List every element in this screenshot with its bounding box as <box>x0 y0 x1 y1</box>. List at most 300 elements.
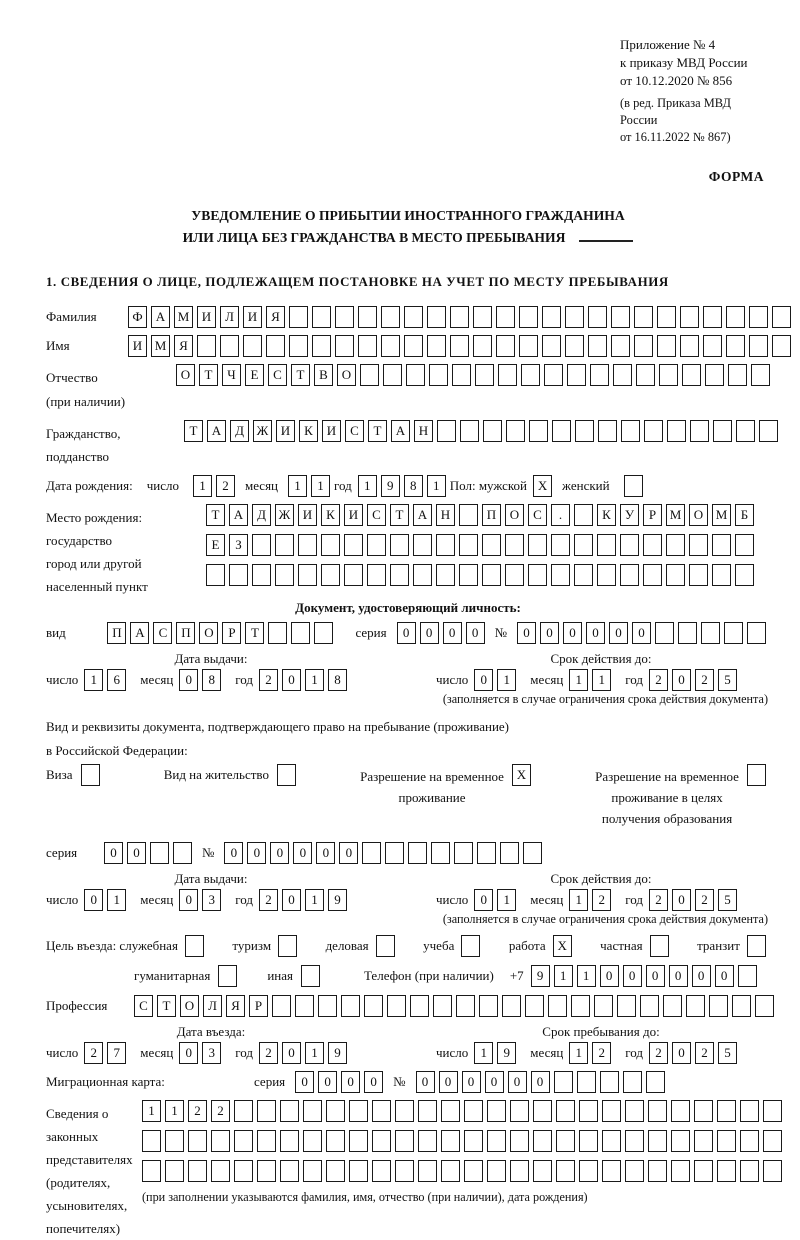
cell[interactable]: У <box>620 504 639 526</box>
cell[interactable] <box>735 564 754 586</box>
cell[interactable]: А <box>229 504 248 526</box>
cell[interactable] <box>623 1071 642 1093</box>
cell[interactable]: Ч <box>222 364 241 386</box>
cell[interactable] <box>740 1130 759 1152</box>
cell[interactable]: Р <box>249 995 268 1017</box>
cell[interactable]: В <box>314 364 333 386</box>
cell[interactable] <box>763 1160 782 1182</box>
cell[interactable] <box>266 335 285 357</box>
cell[interactable]: Н <box>436 504 455 526</box>
cell[interactable] <box>694 1100 713 1122</box>
cell[interactable] <box>387 995 406 1017</box>
cell[interactable]: 0 <box>600 965 619 987</box>
cell[interactable]: 0 <box>127 842 146 864</box>
cell[interactable] <box>646 1071 665 1093</box>
cell[interactable] <box>717 1100 736 1122</box>
cell[interactable] <box>634 306 653 328</box>
cell[interactable]: 1 <box>577 965 596 987</box>
cell[interactable]: 0 <box>474 889 493 911</box>
cell[interactable]: 0 <box>646 965 665 987</box>
cell[interactable] <box>473 306 492 328</box>
cell[interactable] <box>413 564 432 586</box>
cell[interactable] <box>372 1130 391 1152</box>
cell[interactable]: С <box>134 995 153 1017</box>
cell[interactable] <box>150 842 169 864</box>
cell[interactable] <box>772 306 791 328</box>
cell[interactable] <box>749 335 768 357</box>
cell[interactable]: Т <box>245 622 264 644</box>
cell[interactable]: 0 <box>339 842 358 864</box>
cell[interactable] <box>579 1160 598 1182</box>
cell[interactable] <box>625 1100 644 1122</box>
cell[interactable] <box>579 1100 598 1122</box>
cell[interactable] <box>367 564 386 586</box>
cell[interactable]: . <box>551 504 570 526</box>
cell[interactable] <box>275 564 294 586</box>
cell[interactable]: О <box>505 504 524 526</box>
cell[interactable] <box>643 534 662 556</box>
cell[interactable] <box>277 764 296 786</box>
cell[interactable] <box>510 1100 529 1122</box>
cell[interactable] <box>667 420 686 442</box>
cell[interactable] <box>211 1160 230 1182</box>
cell[interactable] <box>344 564 363 586</box>
cell[interactable]: 0 <box>364 1071 383 1093</box>
cell[interactable] <box>483 420 502 442</box>
cell[interactable]: Р <box>222 622 241 644</box>
cell[interactable]: 8 <box>404 475 423 497</box>
cell[interactable]: 0 <box>715 965 734 987</box>
cell[interactable] <box>437 420 456 442</box>
cell[interactable] <box>433 995 452 1017</box>
cell[interactable] <box>81 764 100 786</box>
cell[interactable] <box>487 1160 506 1182</box>
cell[interactable] <box>519 335 538 357</box>
cell[interactable]: 5 <box>718 1042 737 1064</box>
cell[interactable]: 1 <box>569 669 588 691</box>
cell[interactable]: 5 <box>718 889 737 911</box>
cell[interactable]: 0 <box>517 622 536 644</box>
cell[interactable] <box>142 1160 161 1182</box>
cell[interactable] <box>234 1100 253 1122</box>
cell[interactable] <box>551 564 570 586</box>
cell[interactable] <box>496 335 515 357</box>
cell[interactable]: 1 <box>107 889 126 911</box>
cell[interactable] <box>686 995 705 1017</box>
cell[interactable] <box>650 935 669 957</box>
cell[interactable] <box>751 364 770 386</box>
cell[interactable]: 1 <box>288 475 307 497</box>
cell[interactable] <box>454 842 473 864</box>
cell[interactable]: 2 <box>649 669 668 691</box>
cell[interactable] <box>544 364 563 386</box>
cell[interactable] <box>724 622 743 644</box>
cell[interactable] <box>461 935 480 957</box>
cell[interactable] <box>528 534 547 556</box>
cell[interactable] <box>349 1130 368 1152</box>
cell[interactable] <box>326 1160 345 1182</box>
cell[interactable] <box>648 1130 667 1152</box>
cell[interactable] <box>349 1100 368 1122</box>
cell[interactable] <box>703 306 722 328</box>
cell[interactable] <box>611 306 630 328</box>
cell[interactable]: 1 <box>193 475 212 497</box>
cell[interactable] <box>747 935 766 957</box>
cell[interactable] <box>763 1100 782 1122</box>
cell[interactable]: 1 <box>358 475 377 497</box>
cell[interactable] <box>703 335 722 357</box>
cell[interactable] <box>418 1130 437 1152</box>
cell[interactable] <box>671 1100 690 1122</box>
cell[interactable] <box>441 1160 460 1182</box>
cell[interactable]: К <box>597 504 616 526</box>
cell[interactable] <box>602 1160 621 1182</box>
cell[interactable] <box>220 335 239 357</box>
cell[interactable] <box>671 1130 690 1152</box>
cell[interactable] <box>410 995 429 1017</box>
cell[interactable] <box>188 1130 207 1152</box>
cell[interactable] <box>344 534 363 556</box>
cell[interactable]: Т <box>206 504 225 526</box>
cell[interactable] <box>666 534 685 556</box>
cell[interactable]: А <box>151 306 170 328</box>
cell[interactable] <box>747 764 766 786</box>
cell[interactable] <box>295 995 314 1017</box>
cell[interactable] <box>364 995 383 1017</box>
cell[interactable] <box>165 1160 184 1182</box>
cell[interactable]: П <box>176 622 195 644</box>
cell[interactable] <box>740 1160 759 1182</box>
cell[interactable] <box>211 1130 230 1152</box>
cell[interactable] <box>358 335 377 357</box>
cell[interactable]: 0 <box>609 622 628 644</box>
cell[interactable]: Д <box>252 504 271 526</box>
cell[interactable] <box>206 564 225 586</box>
cell[interactable] <box>280 1160 299 1182</box>
cell[interactable] <box>602 1130 621 1152</box>
cell[interactable] <box>613 364 632 386</box>
cell[interactable]: 0 <box>318 1071 337 1093</box>
cell[interactable] <box>464 1130 483 1152</box>
cell[interactable]: 0 <box>672 889 691 911</box>
cell[interactable]: 3 <box>202 1042 221 1064</box>
cell[interactable]: Т <box>184 420 203 442</box>
cell[interactable] <box>477 842 496 864</box>
cell[interactable] <box>321 564 340 586</box>
cell[interactable] <box>372 1160 391 1182</box>
cell[interactable] <box>436 534 455 556</box>
cell[interactable]: 9 <box>328 1042 347 1064</box>
cell[interactable]: 1 <box>165 1100 184 1122</box>
cell[interactable]: Т <box>199 364 218 386</box>
cell[interactable]: 2 <box>259 889 278 911</box>
cell[interactable] <box>459 504 478 526</box>
cell[interactable]: О <box>176 364 195 386</box>
cell[interactable]: О <box>199 622 218 644</box>
cell[interactable] <box>349 1160 368 1182</box>
cell[interactable]: А <box>413 504 432 526</box>
cell[interactable] <box>459 564 478 586</box>
cell[interactable]: 1 <box>592 669 611 691</box>
cell[interactable] <box>620 534 639 556</box>
cell[interactable]: 2 <box>649 1042 668 1064</box>
cell[interactable]: 2 <box>592 889 611 911</box>
cell[interactable]: 2 <box>695 1042 714 1064</box>
cell[interactable] <box>717 1130 736 1152</box>
cell[interactable] <box>441 1100 460 1122</box>
cell[interactable] <box>712 534 731 556</box>
cell[interactable]: X <box>533 475 552 497</box>
cell[interactable] <box>680 306 699 328</box>
cell[interactable] <box>529 420 548 442</box>
cell[interactable]: 9 <box>531 965 550 987</box>
cell[interactable] <box>252 534 271 556</box>
cell[interactable] <box>712 564 731 586</box>
cell[interactable] <box>280 1130 299 1152</box>
cell[interactable] <box>303 1130 322 1152</box>
cell[interactable] <box>689 564 708 586</box>
cell[interactable] <box>289 335 308 357</box>
cell[interactable] <box>341 995 360 1017</box>
cell[interactable] <box>498 364 517 386</box>
cell[interactable] <box>326 1130 345 1152</box>
cell[interactable] <box>404 335 423 357</box>
cell[interactable] <box>165 1130 184 1152</box>
cell[interactable]: Р <box>643 504 662 526</box>
cell[interactable]: 1 <box>569 889 588 911</box>
cell[interactable]: О <box>180 995 199 1017</box>
cell[interactable] <box>243 335 262 357</box>
cell[interactable] <box>554 1071 573 1093</box>
cell[interactable]: И <box>344 504 363 526</box>
cell[interactable] <box>321 534 340 556</box>
cell[interactable] <box>473 335 492 357</box>
cell[interactable]: 0 <box>84 889 103 911</box>
cell[interactable] <box>252 564 271 586</box>
cell[interactable] <box>280 1100 299 1122</box>
cell[interactable] <box>671 1160 690 1182</box>
cell[interactable] <box>713 420 732 442</box>
cell[interactable] <box>298 564 317 586</box>
cell[interactable] <box>482 534 501 556</box>
cell[interactable] <box>188 1160 207 1182</box>
cell[interactable]: А <box>207 420 226 442</box>
cell[interactable] <box>314 622 333 644</box>
cell[interactable] <box>577 1071 596 1093</box>
cell[interactable]: 0 <box>531 1071 550 1093</box>
cell[interactable]: 0 <box>623 965 642 987</box>
cell[interactable] <box>385 842 404 864</box>
cell[interactable] <box>456 995 475 1017</box>
cell[interactable]: М <box>174 306 193 328</box>
cell[interactable]: И <box>243 306 262 328</box>
cell[interactable] <box>450 306 469 328</box>
cell[interactable]: И <box>276 420 295 442</box>
cell[interactable]: 6 <box>107 669 126 691</box>
cell[interactable]: 2 <box>84 1042 103 1064</box>
cell[interactable]: 0 <box>282 1042 301 1064</box>
cell[interactable] <box>450 335 469 357</box>
cell[interactable]: М <box>151 335 170 357</box>
cell[interactable]: Д <box>230 420 249 442</box>
cell[interactable] <box>413 534 432 556</box>
cell[interactable]: 9 <box>497 1042 516 1064</box>
cell[interactable] <box>173 842 192 864</box>
cell[interactable]: С <box>153 622 172 644</box>
cell[interactable] <box>303 1100 322 1122</box>
cell[interactable] <box>506 420 525 442</box>
cell[interactable] <box>395 1130 414 1152</box>
cell[interactable] <box>643 564 662 586</box>
cell[interactable]: 9 <box>328 889 347 911</box>
cell[interactable] <box>548 995 567 1017</box>
cell[interactable] <box>621 420 640 442</box>
cell[interactable] <box>694 1130 713 1152</box>
cell[interactable] <box>625 1130 644 1152</box>
cell[interactable]: 0 <box>224 842 243 864</box>
cell[interactable]: С <box>268 364 287 386</box>
cell[interactable] <box>735 534 754 556</box>
cell[interactable] <box>303 1160 322 1182</box>
cell[interactable] <box>272 995 291 1017</box>
cell[interactable] <box>521 364 540 386</box>
cell[interactable] <box>594 995 613 1017</box>
cell[interactable] <box>381 306 400 328</box>
cell[interactable]: 0 <box>669 965 688 987</box>
cell[interactable]: С <box>528 504 547 526</box>
cell[interactable] <box>404 306 423 328</box>
cell[interactable]: А <box>391 420 410 442</box>
cell[interactable] <box>689 534 708 556</box>
cell[interactable]: 0 <box>104 842 123 864</box>
cell[interactable]: 1 <box>569 1042 588 1064</box>
cell[interactable]: Е <box>245 364 264 386</box>
cell[interactable]: 2 <box>695 889 714 911</box>
cell[interactable] <box>312 335 331 357</box>
cell[interactable] <box>736 420 755 442</box>
cell[interactable] <box>611 335 630 357</box>
cell[interactable]: М <box>712 504 731 526</box>
cell[interactable]: А <box>130 622 149 644</box>
cell[interactable] <box>496 306 515 328</box>
cell[interactable] <box>505 534 524 556</box>
cell[interactable] <box>519 306 538 328</box>
cell[interactable] <box>726 306 745 328</box>
cell[interactable] <box>574 504 593 526</box>
cell[interactable] <box>427 306 446 328</box>
cell[interactable] <box>763 1130 782 1152</box>
cell[interactable] <box>312 306 331 328</box>
cell[interactable] <box>436 564 455 586</box>
cell[interactable]: 9 <box>381 475 400 497</box>
cell[interactable]: 0 <box>443 622 462 644</box>
cell[interactable] <box>275 534 294 556</box>
cell[interactable] <box>441 1130 460 1152</box>
cell[interactable]: 0 <box>466 622 485 644</box>
cell[interactable]: З <box>229 534 248 556</box>
cell[interactable] <box>701 622 720 644</box>
cell[interactable] <box>556 1130 575 1152</box>
cell[interactable] <box>565 306 584 328</box>
cell[interactable]: 1 <box>84 669 103 691</box>
cell[interactable]: С <box>367 504 386 526</box>
cell[interactable] <box>429 364 448 386</box>
cell[interactable]: Б <box>735 504 754 526</box>
cell[interactable]: 0 <box>474 669 493 691</box>
cell[interactable] <box>268 622 287 644</box>
cell[interactable] <box>772 335 791 357</box>
cell[interactable]: О <box>337 364 356 386</box>
cell[interactable] <box>289 306 308 328</box>
cell[interactable]: 1 <box>305 1042 324 1064</box>
cell[interactable]: П <box>107 622 126 644</box>
cell[interactable] <box>427 335 446 357</box>
cell[interactable] <box>197 335 216 357</box>
cell[interactable] <box>597 564 616 586</box>
cell[interactable]: 0 <box>316 842 335 864</box>
cell[interactable] <box>620 564 639 586</box>
cell[interactable] <box>482 564 501 586</box>
cell[interactable] <box>335 335 354 357</box>
cell[interactable]: Н <box>414 420 433 442</box>
cell[interactable] <box>598 420 617 442</box>
cell[interactable] <box>542 335 561 357</box>
cell[interactable] <box>625 1160 644 1182</box>
cell[interactable] <box>571 995 590 1017</box>
cell[interactable] <box>690 420 709 442</box>
cell[interactable] <box>533 1100 552 1122</box>
cell[interactable] <box>533 1130 552 1152</box>
cell[interactable] <box>644 420 663 442</box>
cell[interactable]: Т <box>291 364 310 386</box>
cell[interactable]: 0 <box>179 889 198 911</box>
cell[interactable] <box>648 1160 667 1182</box>
cell[interactable] <box>574 564 593 586</box>
cell[interactable] <box>740 1100 759 1122</box>
cell[interactable]: 0 <box>672 669 691 691</box>
cell[interactable] <box>383 364 402 386</box>
cell[interactable] <box>640 995 659 1017</box>
cell[interactable] <box>634 335 653 357</box>
cell[interactable] <box>600 1071 619 1093</box>
cell[interactable] <box>732 995 751 1017</box>
cell[interactable] <box>318 995 337 1017</box>
cell[interactable]: 1 <box>305 889 324 911</box>
cell[interactable] <box>617 995 636 1017</box>
cell[interactable] <box>648 1100 667 1122</box>
cell[interactable]: И <box>322 420 341 442</box>
cell[interactable] <box>360 364 379 386</box>
cell[interactable] <box>234 1130 253 1152</box>
cell[interactable]: 0 <box>397 622 416 644</box>
cell[interactable] <box>657 335 676 357</box>
cell[interactable]: 0 <box>247 842 266 864</box>
cell[interactable]: Е <box>206 534 225 556</box>
cell[interactable]: 5 <box>718 669 737 691</box>
cell[interactable]: И <box>298 504 317 526</box>
cell[interactable] <box>574 534 593 556</box>
cell[interactable]: 3 <box>202 889 221 911</box>
cell[interactable] <box>556 1160 575 1182</box>
cell[interactable] <box>726 335 745 357</box>
cell[interactable] <box>636 364 655 386</box>
cell[interactable]: 1 <box>142 1100 161 1122</box>
cell[interactable]: Л <box>220 306 239 328</box>
cell[interactable] <box>552 420 571 442</box>
cell[interactable] <box>479 995 498 1017</box>
cell[interactable] <box>542 306 561 328</box>
cell[interactable]: Т <box>390 504 409 526</box>
